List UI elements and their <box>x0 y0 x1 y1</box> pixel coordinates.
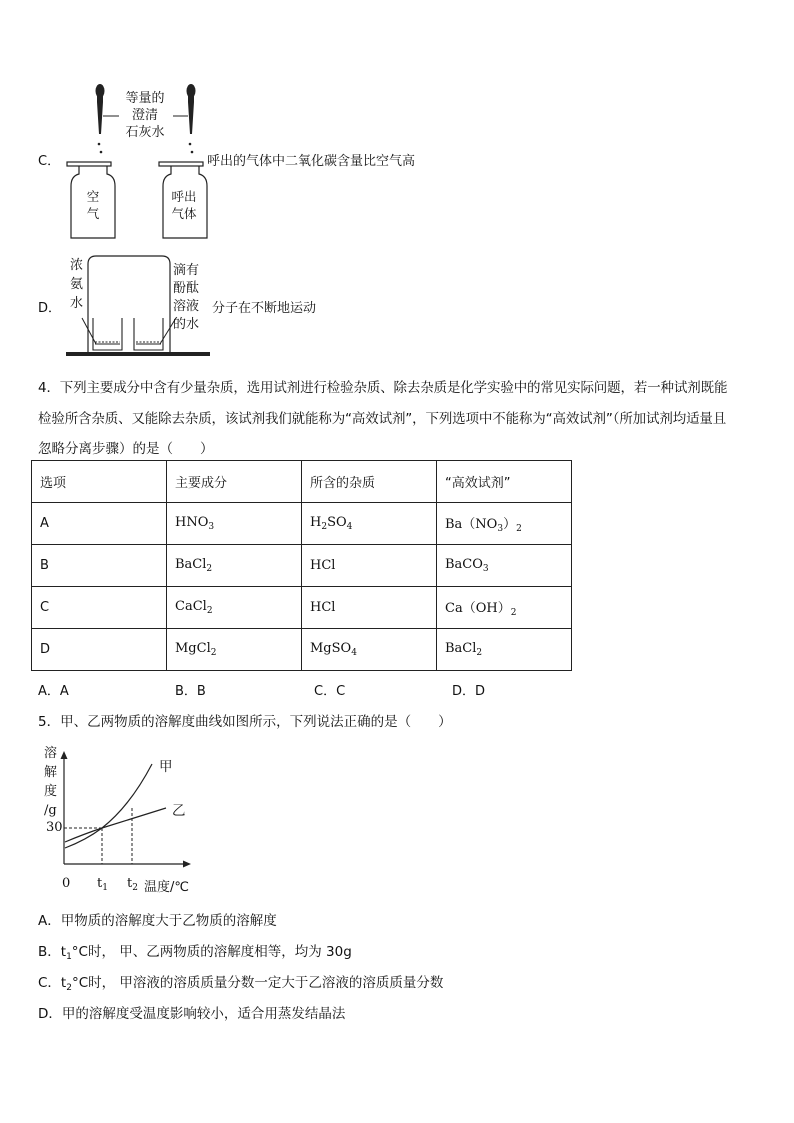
ammonia-label-line: 水 <box>70 296 84 311</box>
option-sub: 1 <box>66 952 72 962</box>
formula-text: H <box>310 515 322 530</box>
formula-sub: 2 <box>510 608 517 618</box>
phenolphthalein-label-line: 的水 <box>173 317 200 332</box>
chart-ylabel-line: 溶 <box>44 746 58 761</box>
option-d-conclusion: 分子在不断地运动 <box>212 301 317 316</box>
base-platform <box>66 352 210 356</box>
formula-sub: 3 <box>482 564 489 574</box>
table-cell-option: A <box>32 503 167 545</box>
formula-text: MgSO <box>310 641 352 656</box>
table-cell-option: D <box>32 629 167 671</box>
formula-sub: 2 <box>516 524 522 534</box>
bell-jar-icon <box>88 256 170 352</box>
table-cell-reagent <box>437 545 572 587</box>
bottle-right-label <box>167 188 201 222</box>
phenolphthalein-label-line: 溶液 <box>173 299 200 314</box>
table-cell-impurity <box>302 629 437 671</box>
table-cell-impurity <box>302 587 437 629</box>
option-text: °C时， 甲、乙两物质的溶解度相等，均为 30g <box>71 944 352 960</box>
dropper-caption-line: 等量的 <box>125 91 165 106</box>
option-text: B．t <box>38 944 67 960</box>
beaker-left-icon <box>93 318 122 350</box>
y-axis-arrow-icon <box>61 751 68 759</box>
q4-stem-line: 4．下列主要成分中含有少量杂质，选用试剂进行检验杂质、除去杂质是化学实验中的常见实际问题，若一种试剂既能 <box>38 380 728 396</box>
ammonia-label <box>70 256 83 313</box>
table-cell-impurity <box>302 503 437 545</box>
table-cell-option: B <box>32 545 167 587</box>
x-tick-sub: 1 <box>102 883 108 893</box>
formula-text: Ba（NO <box>445 517 498 532</box>
chart-ylabel-line: 度 <box>44 784 58 799</box>
formula-sub: 2 <box>206 564 213 574</box>
option-text: C．t <box>38 975 67 991</box>
ammonia-label-line: 氨 <box>70 277 84 292</box>
q5-option-c <box>38 971 443 993</box>
formula-text: HNO <box>175 515 209 530</box>
formula-text: MgCl <box>175 641 211 656</box>
option-c-conclusion: 呼出的气体中二氧化碳含量比空气高 <box>207 154 416 169</box>
choice-a: A．A <box>38 684 69 699</box>
x-tick-text: t <box>97 876 103 891</box>
x-axis-arrow-icon <box>183 861 191 868</box>
x-tick-sub: 2 <box>132 883 138 893</box>
choice-b: B．B <box>175 684 206 699</box>
formula-sub: 3 <box>208 522 215 532</box>
option-text: °C时， 甲溶液的溶质质量分数一定大于乙溶液的溶质质量分数 <box>71 975 444 991</box>
table-cell-main <box>167 629 302 671</box>
formula-text: HCl <box>310 558 336 573</box>
table-header-cell: 所含的杂质 <box>302 461 437 503</box>
choice-c: C．C <box>314 684 346 699</box>
bottle-right-label-line: 气体 <box>171 206 197 221</box>
x-axis-label: 温度/℃ <box>144 880 189 895</box>
formula-sub: 4 <box>346 522 353 532</box>
formula-sub: 2 <box>210 648 217 658</box>
table-header-row <box>32 461 572 503</box>
beaker-right-icon <box>134 318 163 350</box>
q5-option-b <box>38 940 352 962</box>
phenolphthalein-label <box>173 262 199 334</box>
q5-option-d: D．甲的溶解度受温度影响较小，适合用蒸发结晶法 <box>38 1006 346 1022</box>
option-c-label: C． <box>38 154 61 169</box>
chart-ylabel-line: 解 <box>44 765 58 780</box>
x-tick-text: t <box>127 876 133 891</box>
table-cell-reagent <box>437 503 572 545</box>
bottle-left-label <box>81 188 105 222</box>
table-row <box>32 503 572 545</box>
formula-text: BaCl <box>445 641 477 656</box>
choice-d: D．D <box>452 684 486 699</box>
formula-sub: 2 <box>321 522 328 532</box>
q4-stem-line: 忽略分离步骤）的是（ ） <box>38 441 214 457</box>
q5-option-a: A．甲物质的溶解度大于乙物质的溶解度 <box>38 913 277 929</box>
table-row <box>32 587 572 629</box>
table-cell-impurity <box>302 545 437 587</box>
formula-text: HCl <box>310 600 336 615</box>
dropper-caption <box>119 90 171 141</box>
phenolphthalein-label-line: 滴有 <box>173 263 200 278</box>
formula-sub: 2 <box>206 606 213 616</box>
chart-ylabel-line: /g <box>44 803 57 818</box>
table-row <box>32 629 572 671</box>
formula-text: SO <box>327 515 347 530</box>
origin-label: 0 <box>62 876 71 891</box>
curve-yi <box>65 808 166 842</box>
formula-text: BaCl <box>175 557 207 572</box>
phenolphthalein-label-line: 酚酞 <box>173 281 200 296</box>
option-sub: 2 <box>66 983 72 993</box>
x-tick-t2 <box>127 876 138 893</box>
bottle-left-label-line: 气 <box>86 206 100 221</box>
table-cell-main <box>167 503 302 545</box>
formula-text: CaCl <box>175 599 207 614</box>
table-cell-main <box>167 545 302 587</box>
x-tick-t1 <box>97 876 108 893</box>
curve-jia <box>65 764 152 848</box>
formula-text: Ca（OH） <box>445 601 511 616</box>
bottle-right-label-line: 呼出 <box>171 189 197 204</box>
q4-table <box>31 460 572 671</box>
ammonia-label-line: 浓 <box>70 258 84 273</box>
table-cell-main <box>167 587 302 629</box>
table-row <box>32 545 572 587</box>
table-cell-reagent <box>437 629 572 671</box>
formula-sub: 2 <box>476 648 483 658</box>
formula-text: ） <box>503 517 517 532</box>
dropper-left-icon <box>96 84 105 153</box>
dropper-caption-line: 澄清 <box>131 108 158 123</box>
bottle-left-label-line: 空 <box>86 189 100 204</box>
series-label-jia: 甲 <box>159 759 173 775</box>
q4-stem-line: 检验所含杂质、又能除去杂质，该试剂我们就能称为“高效试剂”，下列选项中不能称为“高效试剂”（所加试剂均适量且 <box>38 411 727 427</box>
y-tick-30: 30 <box>46 820 63 835</box>
table-header-cell: 主要成分 <box>167 461 302 503</box>
table-cell-option: C <box>32 587 167 629</box>
table-cell-reagent <box>437 587 572 629</box>
formula-text: BaCO <box>445 557 483 572</box>
formula-sub: 3 <box>497 524 504 534</box>
dropper-caption-line: 石灰水 <box>125 125 165 140</box>
formula-sub: 4 <box>351 648 357 658</box>
dropper-right-icon <box>187 84 196 153</box>
table-header-cell: 选项 <box>32 461 167 503</box>
q5-stem: 5．甲、乙两物质的溶解度曲线如图所示，下列说法正确的是（ ） <box>38 714 452 730</box>
table-header-cell: “高效试剂” <box>437 461 572 503</box>
series-label-yi: 乙 <box>172 803 186 819</box>
option-d-label: D． <box>38 301 62 316</box>
